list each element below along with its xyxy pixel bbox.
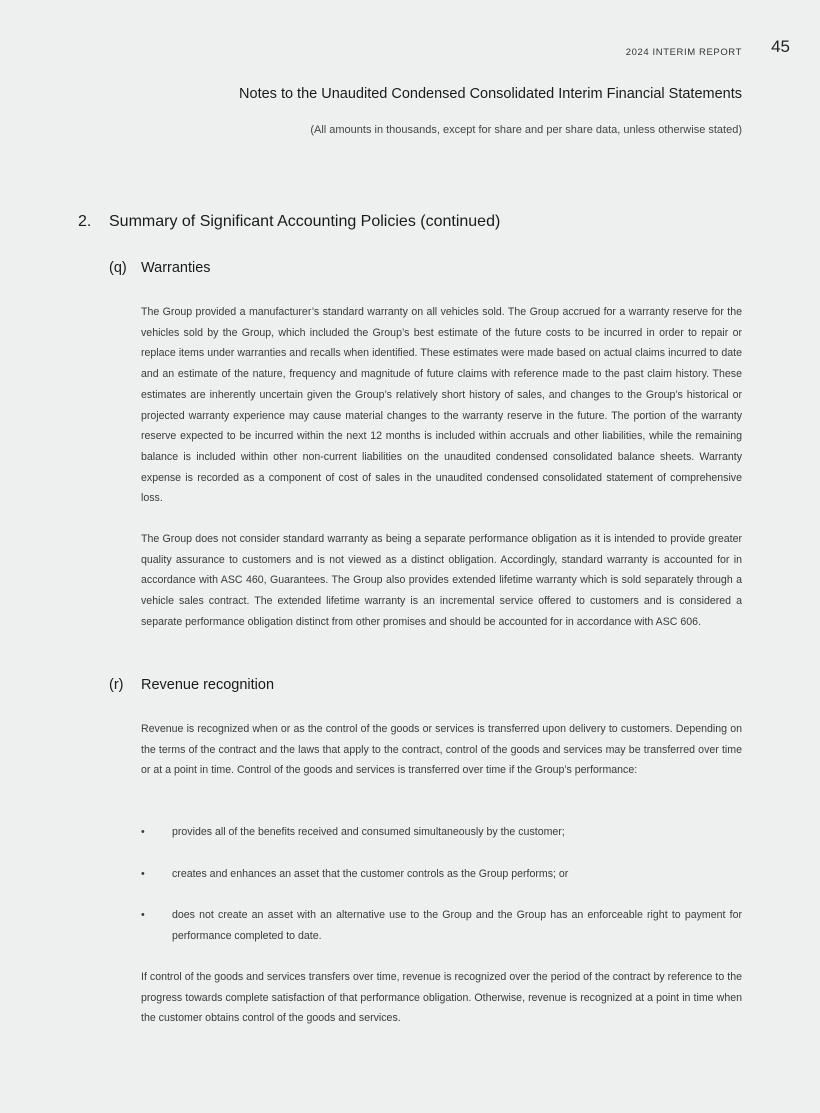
page-number: 45 [771,37,790,56]
bullet-icon: • [141,868,145,880]
subsection-warranties-heading [109,260,211,276]
subsection-title: Revenue recognition [141,677,275,693]
revenue-closing-paragraph: If control of the goods and services transfers over time, revenue is recognized over the period of the contract by reference to the progress towards complete satisfaction of that performance obligation. Otherwise, revenue is recognized at a point in time when the customer obtains control of the goods and services. [141,971,742,1025]
list-item-text: provides all of the benefits received and consumed simultaneously by the customer; [172,826,565,838]
warranties-paragraph-2: The Group does not consider standard warranty as being a separate performance obligation as it is intended to provide greater quality assurance to customers and is not viewed as a distinct obligation. Accordingly, standard warranty is accounted for in accordance with ASC 460, Guarantees. The Group also provides extended lifetime warranty which is sold separately through a vehicle sales contract. The extended lifetime warranty is an incremental service offered to customers and is considered a separate performance obligation distinct from other promises and should be accounted for in accordance with ASC 606. [141,533,742,628]
subsection-label: (q) [109,260,127,276]
section-title: Summary of Significant Accounting Policies (continued) [109,213,501,230]
notes-title: Notes to the Unaudited Condensed Consolidated Interim Financial Statements [239,86,742,102]
subsection-revenue-heading [109,677,274,693]
section-number: 2. [78,213,92,230]
bullet-icon: • [141,909,145,921]
report-label: 2024 INTERIM REPORT [625,47,742,58]
section-heading [78,213,500,231]
notes-subtitle: (All amounts in thousands, except for share and per share data, unless otherwise stated) [310,124,742,136]
list-item [141,822,742,843]
subsection-label: (r) [109,677,124,693]
revenue-intro-paragraph: Revenue is recognized when or as the control of the goods or services is transferred upon delivery to customers. Depending on the terms of the contract and the laws that apply to the contract, control of the goods and services may be transferred over time or at a point in time. Control of the goods and services is transferred over time if the Group’s performance: [141,723,742,777]
list-item [141,864,742,885]
list-item [141,905,742,946]
subsection-title: Warranties [141,260,211,276]
list-item-text: creates and enhances an asset that the customer controls as the Group performs; or [172,868,569,880]
warranties-paragraph-1: The Group provided a manufacturer’s standard warranty on all vehicles sold. The Group accrued for a warranty reserve for the vehicles sold by the Group, which included the Group’s best estimate of the future costs to be incurred in order to repair or replace items under warranties and recalls when identified. These estimates were made based on actual claims incurred to date and an estimate of the nature, frequency and magnitude of future claims with reference made to the past claim history. These estimates are inherently uncertain given the Group’s relatively short history of sales, and changes to the Group’s historical or projected warranty experience may cause material changes to the warranty reserve in the future. The portion of the warranty reserve expected to be incurred within the next 12 months is included within accruals and other liabilities, while the remaining balance is included within other non-current liabilities on the unaudited condensed consolidated balance sheets. Warranty expense is recorded as a component of cost of sales in the unaudited condensed consolidated statement of comprehensive loss. [141,306,742,505]
bullet-icon: • [141,826,145,838]
list-item-text: does not create an asset with an alternative use to the Group and the Group has an enforceable right to payment for performance completed to date. [172,909,742,942]
